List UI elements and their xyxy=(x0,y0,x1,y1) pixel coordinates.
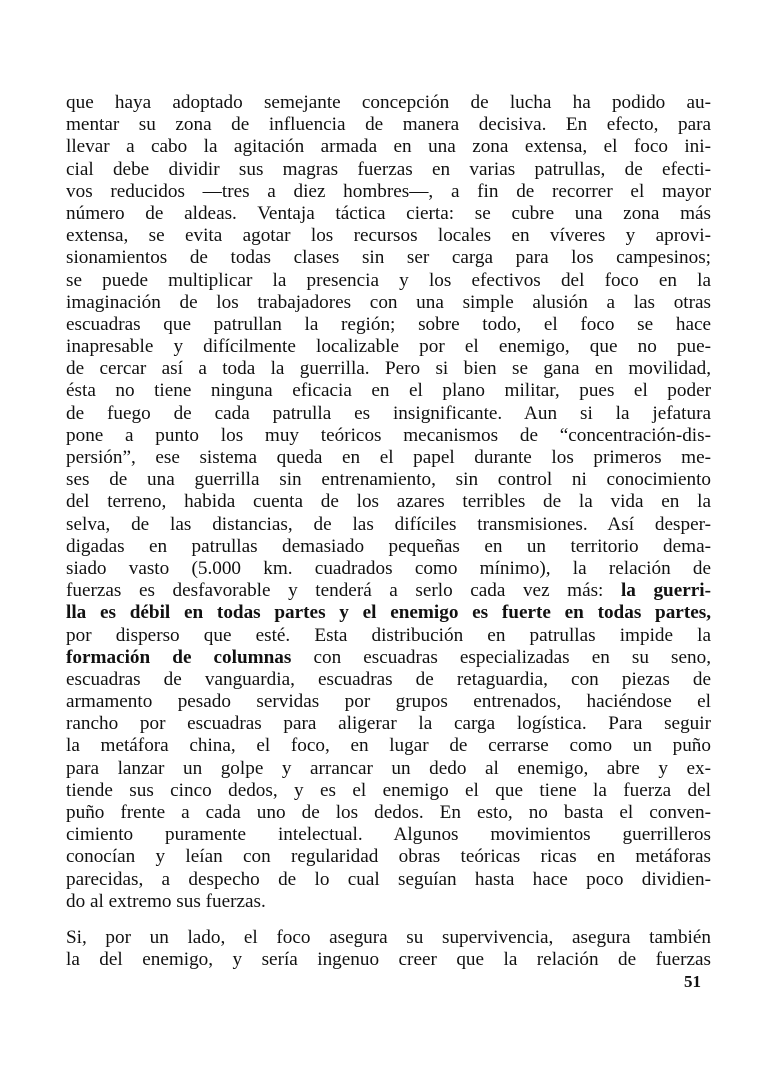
text-line xyxy=(66,824,711,846)
text-line xyxy=(66,647,711,669)
text-line xyxy=(66,181,711,203)
text-line xyxy=(66,602,711,624)
text-line xyxy=(66,558,711,580)
paragraph xyxy=(66,927,711,971)
text-segment: imaginación de los trabajadores con una simple alusión a las otras xyxy=(66,291,711,313)
text-line xyxy=(66,92,711,114)
text-segment: mentar su zona de influencia de manera decisiva. En efecto, para xyxy=(66,114,711,136)
text-segment: cimiento puramente intelectual. Algunos movimientos guerrilleros xyxy=(66,824,711,846)
text-line xyxy=(66,469,711,491)
text-line xyxy=(66,425,711,447)
text-segment: de fuego de cada patrulla es insignificante. Aun si la jefatura xyxy=(66,402,711,424)
text-segment: la del enemigo, y sería ingenuo creer que la relación de fuerzas xyxy=(66,949,711,971)
bold-text-segment: lla es débil en todas partes y el enemigo es fuerte en todas partes, xyxy=(66,602,711,624)
text-line xyxy=(66,927,711,949)
page-number: 51 xyxy=(684,972,701,991)
text-line xyxy=(66,336,711,358)
text-line xyxy=(66,691,711,713)
text-segment: ses de una guerrilla sin entrenamiento, sin control ni conocimiento xyxy=(66,469,711,491)
text-line xyxy=(66,802,711,824)
text-segment: de cercar así a toda la guerrilla. Pero si bien se gana en movilidad, xyxy=(66,358,711,380)
text-segment: pone a punto los muy teóricos mecanismos de “concentración-dis- xyxy=(66,424,711,446)
text-segment: parecidas, a despecho de lo cual seguían hasta hace poco dividien- xyxy=(66,868,711,890)
text-segment: inapresable y difícilmente localizable por el enemigo, que no pue- xyxy=(66,336,711,358)
text-line xyxy=(66,247,711,269)
text-line xyxy=(66,270,711,292)
text-line xyxy=(66,314,711,336)
text-line xyxy=(66,869,711,891)
text-line xyxy=(66,846,711,868)
text-segment: persión”, ese sistema queda en el papel durante los primeros me- xyxy=(66,447,711,468)
text-line xyxy=(66,780,711,802)
text-segment: escuadras de vanguardia, escuadras de retaguardia, con piezas de xyxy=(66,668,711,690)
text-line xyxy=(66,403,711,425)
text-line xyxy=(66,891,711,913)
text-segment: rancho por escuadras para aligerar la carga logística. Para seguir xyxy=(66,713,711,735)
text-segment: digadas en patrullas demasiado pequeñas en un territorio dema- xyxy=(66,535,711,557)
text-segment: del terreno, habida cuenta de los azares terribles de la vida en la xyxy=(66,491,711,513)
text-line xyxy=(66,625,711,647)
text-segment: que haya adoptado semejante concepción de lucha ha podido au- xyxy=(66,92,711,113)
text-segment: fuerzas es desfavorable y tenderá a serlo cada vez más: xyxy=(66,580,621,602)
text-line xyxy=(66,735,711,757)
text-line xyxy=(66,114,711,136)
text-segment: siado vasto (5.000 km. cuadrados como mínimo), la relación de xyxy=(66,557,711,579)
text-segment: Si, por un lado, el foco asegura su supervivencia, asegura también xyxy=(66,926,711,948)
text-segment: la metáfora china, el foco, en lugar de cerrarse como un puño xyxy=(66,735,711,757)
text-segment: vos reducidos —tres a diez hombres—, a fin de recorrer el mayor xyxy=(66,180,711,202)
text-line xyxy=(66,358,711,380)
text-line xyxy=(66,203,711,225)
text-line xyxy=(66,136,711,158)
text-segment: llevar a cabo la agitación armada en una zona extensa, el foco ini- xyxy=(66,136,711,158)
text-segment: conocían y leían con regularidad obras teóricas ricas en metáforas xyxy=(66,846,711,868)
body-text xyxy=(66,92,711,971)
bold-text-segment: formación de columnas xyxy=(66,646,292,668)
text-segment: do al extremo sus fuerzas. xyxy=(66,890,266,912)
text-line xyxy=(66,292,711,314)
text-segment: tiende sus cinco dedos, y es el enemigo el que tiene la fuerza del xyxy=(66,779,711,801)
paragraph-gap xyxy=(66,913,711,927)
text-segment: extensa, se evita agotar los recursos locales en víveres y aprovi- xyxy=(66,225,711,247)
text-line xyxy=(66,514,711,536)
text-segment: número de aldeas. Ventaja táctica cierta: se cubre una zona más xyxy=(66,202,711,224)
text-segment: selva, de las distancias, de las difíciles transmisiones. Así desper- xyxy=(66,513,711,535)
text-line xyxy=(66,949,711,971)
text-line xyxy=(66,491,711,513)
text-line xyxy=(66,380,711,402)
text-segment: cial debe dividir sus magras fuerzas en varias patrullas, de efecti- xyxy=(66,158,711,180)
text-line xyxy=(66,580,711,602)
text-line xyxy=(66,758,711,780)
text-segment: armamento pesado servidas por grupos entrenados, haciéndose el xyxy=(66,691,711,713)
text-line xyxy=(66,225,711,247)
text-segment: con escuadras especializadas en su seno, xyxy=(291,646,711,668)
text-segment: puño frente a cada uno de los dedos. En esto, no basta el conven- xyxy=(66,802,711,823)
text-segment: escuadras que patrullan la región; sobre todo, el foco se hace xyxy=(66,313,711,335)
text-segment: sionamientos de todas clases sin ser carga para los campesinos; xyxy=(66,247,711,269)
text-segment: por disperso que esté. Esta distribución en patrullas impide la xyxy=(66,624,711,646)
text-line xyxy=(66,536,711,558)
text-line xyxy=(66,669,711,691)
text-line xyxy=(66,159,711,181)
text-segment: ésta no tiene ninguna eficacia en el plano militar, pues el poder xyxy=(66,380,711,402)
text-line xyxy=(66,713,711,735)
paragraph xyxy=(66,92,711,913)
text-segment: para lanzar un golpe y arrancar un dedo al enemigo, abre y ex- xyxy=(66,757,711,779)
bold-text-segment: la guerri- xyxy=(620,580,711,602)
text-line xyxy=(66,447,711,469)
text-segment: se puede multiplicar la presencia y los efectivos del foco en la xyxy=(66,269,711,291)
